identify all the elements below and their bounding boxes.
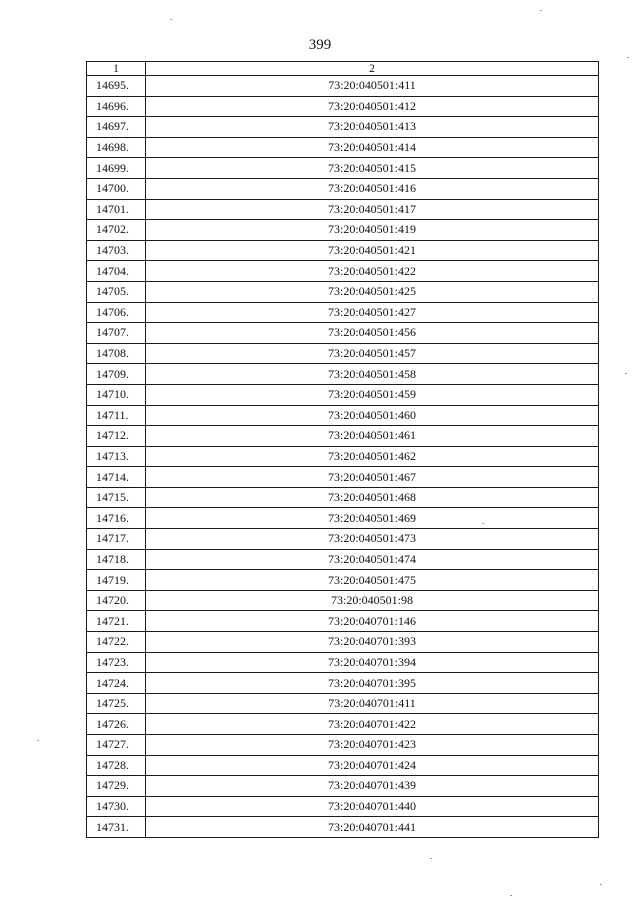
cadastral-number-cell: 73:20:040701:424 — [146, 755, 599, 776]
table-row — [87, 281, 599, 302]
cadastral-number-cell: 73:20:040701:393 — [146, 632, 599, 653]
scan-speck — [430, 858, 432, 859]
cadastral-number-cell: 73:20:040701:440 — [146, 796, 599, 817]
row-number-cell: 14725. — [87, 693, 146, 714]
table-row — [87, 426, 599, 447]
cadastral-number-cell: 73:20:040501:461 — [146, 426, 599, 447]
row-number-cell: 14699. — [87, 158, 146, 179]
table-row — [87, 590, 599, 611]
cadastral-number-cell: 73:20:040501:98 — [146, 590, 599, 611]
table-row — [87, 96, 599, 117]
cadastral-number-cell: 73:20:040501:474 — [146, 549, 599, 570]
row-number-cell: 14702. — [87, 220, 146, 241]
table-row — [87, 261, 599, 282]
cadastral-table — [86, 61, 599, 838]
row-number-cell: 14709. — [87, 364, 146, 385]
table-row — [87, 220, 599, 241]
row-number-cell: 14724. — [87, 673, 146, 694]
table-header-row — [87, 62, 599, 76]
row-number-cell: 14726. — [87, 714, 146, 735]
table-row — [87, 405, 599, 426]
table-row — [87, 570, 599, 591]
cadastral-number-cell: 73:20:040501:458 — [146, 364, 599, 385]
row-number-cell: 14713. — [87, 446, 146, 467]
table-row — [87, 117, 599, 138]
row-number-cell: 14727. — [87, 735, 146, 756]
page-number: 399 — [308, 37, 332, 53]
cadastral-number-cell: 73:20:040701:411 — [146, 693, 599, 714]
table-row — [87, 652, 599, 673]
scan-speck — [170, 19, 172, 20]
row-number-cell: 14731. — [87, 817, 146, 838]
table-row — [87, 776, 599, 797]
row-number-cell: 14717. — [87, 529, 146, 550]
row-number-cell: 14697. — [87, 117, 146, 138]
table-row — [87, 611, 599, 632]
cadastral-number-cell: 73:20:040501:467 — [146, 467, 599, 488]
cadastral-number-cell: 73:20:040501:415 — [146, 158, 599, 179]
cadastral-number-cell: 73:20:040501:416 — [146, 178, 599, 199]
table-row — [87, 487, 599, 508]
row-number-cell: 14703. — [87, 240, 146, 261]
cadastral-number-cell: 73:20:040501:460 — [146, 405, 599, 426]
table-row — [87, 343, 599, 364]
cadastral-number-cell: 73:20:040501:457 — [146, 343, 599, 364]
scan-speck — [540, 10, 542, 11]
row-number-cell: 14698. — [87, 137, 146, 158]
row-number-cell: 14721. — [87, 611, 146, 632]
cadastral-number-cell: 73:20:040501:419 — [146, 220, 599, 241]
cadastral-number-cell: 73:20:040501:462 — [146, 446, 599, 467]
row-number-cell: 14723. — [87, 652, 146, 673]
table-row — [87, 755, 599, 776]
table-row — [87, 137, 599, 158]
row-number-cell: 14705. — [87, 281, 146, 302]
row-number-cell: 14706. — [87, 302, 146, 323]
cadastral-number-cell: 73:20:040501:421 — [146, 240, 599, 261]
table-row — [87, 384, 599, 405]
row-number-cell: 14720. — [87, 590, 146, 611]
row-number-cell: 14704. — [87, 261, 146, 282]
scan-speck — [482, 523, 484, 524]
cadastral-number-cell: 73:20:040501:425 — [146, 281, 599, 302]
row-number-cell: 14718. — [87, 549, 146, 570]
table-row — [87, 199, 599, 220]
cadastral-number-cell: 73:20:040501:459 — [146, 384, 599, 405]
cadastral-number-cell: 73:20:040501:473 — [146, 529, 599, 550]
row-number-cell: 14719. — [87, 570, 146, 591]
table-row — [87, 364, 599, 385]
cadastral-number-cell: 73:20:040701:394 — [146, 652, 599, 673]
cadastral-number-cell: 73:20:040501:469 — [146, 508, 599, 529]
row-number-cell: 14708. — [87, 343, 146, 364]
scan-speck — [625, 373, 627, 374]
column-header-code: 2 — [146, 62, 599, 76]
row-number-cell: 14714. — [87, 467, 146, 488]
cadastral-number-cell: 73:20:040701:423 — [146, 735, 599, 756]
table-row — [87, 158, 599, 179]
row-number-cell: 14700. — [87, 178, 146, 199]
table-row — [87, 549, 599, 570]
cadastral-number-cell: 73:20:040701:146 — [146, 611, 599, 632]
cadastral-number-cell: 73:20:040701:395 — [146, 673, 599, 694]
cadastral-number-cell: 73:20:040701:441 — [146, 817, 599, 838]
row-number-cell: 14701. — [87, 199, 146, 220]
table-row — [87, 632, 599, 653]
cadastral-number-cell: 73:20:040501:427 — [146, 302, 599, 323]
table-row — [87, 529, 599, 550]
cadastral-number-cell: 73:20:040701:439 — [146, 776, 599, 797]
row-number-cell: 14715. — [87, 487, 146, 508]
row-number-cell: 14728. — [87, 755, 146, 776]
row-number-cell: 14730. — [87, 796, 146, 817]
table-row — [87, 817, 599, 838]
table-row — [87, 240, 599, 261]
row-number-cell: 14711. — [87, 405, 146, 426]
table-row — [87, 467, 599, 488]
cadastral-number-cell: 73:20:040501:422 — [146, 261, 599, 282]
row-number-cell: 14729. — [87, 776, 146, 797]
table-row — [87, 76, 599, 97]
row-number-cell: 14695. — [87, 76, 146, 97]
table-row — [87, 302, 599, 323]
row-number-cell: 14722. — [87, 632, 146, 653]
table-row — [87, 446, 599, 467]
cadastral-number-cell: 73:20:040701:422 — [146, 714, 599, 735]
table-row — [87, 178, 599, 199]
table-row — [87, 693, 599, 714]
table-row — [87, 508, 599, 529]
cadastral-number-cell: 73:20:040501:456 — [146, 323, 599, 344]
cadastral-number-cell: 73:20:040501:468 — [146, 487, 599, 508]
cadastral-number-cell: 73:20:040501:412 — [146, 96, 599, 117]
table-row — [87, 735, 599, 756]
column-header-number: 1 — [87, 62, 146, 76]
row-number-cell: 14707. — [87, 323, 146, 344]
row-number-cell: 14716. — [87, 508, 146, 529]
cadastral-number-cell: 73:20:040501:417 — [146, 199, 599, 220]
scan-speck — [510, 895, 512, 896]
table-row — [87, 796, 599, 817]
row-number-cell: 14710. — [87, 384, 146, 405]
row-number-cell: 14696. — [87, 96, 146, 117]
scan-speck — [37, 740, 39, 741]
scan-speck — [627, 57, 629, 58]
table-row — [87, 714, 599, 735]
table-row — [87, 673, 599, 694]
row-number-cell: 14712. — [87, 426, 146, 447]
cadastral-number-cell: 73:20:040501:475 — [146, 570, 599, 591]
scan-speck — [600, 884, 602, 885]
table-row — [87, 323, 599, 344]
cadastral-number-cell: 73:20:040501:411 — [146, 76, 599, 97]
cadastral-number-cell: 73:20:040501:413 — [146, 117, 599, 138]
cadastral-number-cell: 73:20:040501:414 — [146, 137, 599, 158]
table-body — [87, 76, 599, 838]
